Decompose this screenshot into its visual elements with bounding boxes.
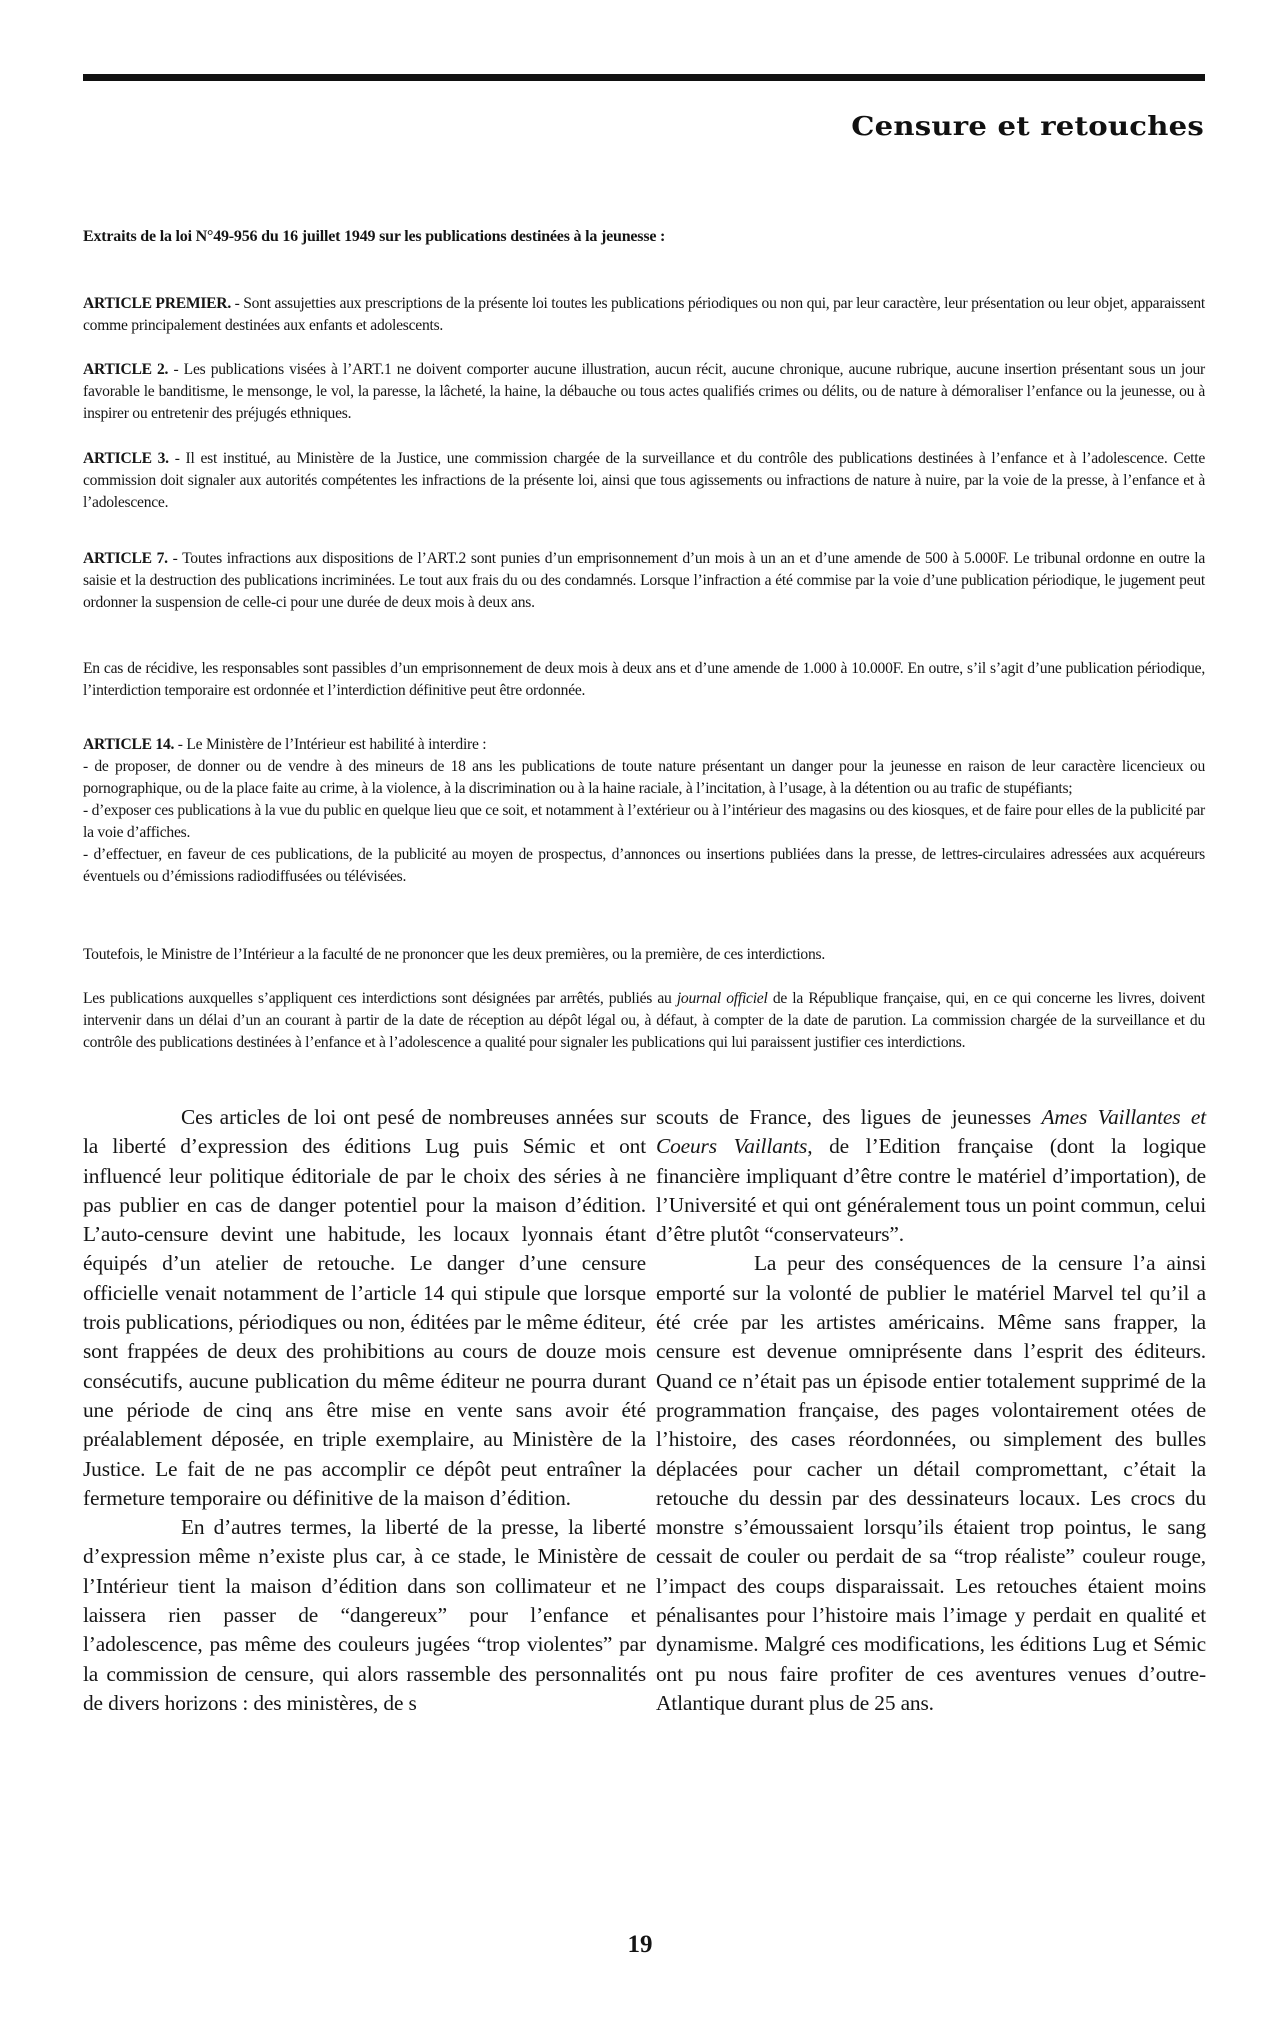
league-names-italic: Ames Vaillantes et Coeurs Vaillants: [656, 1105, 1207, 1159]
body-paragraph: scouts de France, des ligues de jeunesses Ames Vaillantes et Coeurs Vaillants, de l’Edition française (dont la logique financière impliquant d’être contre le matériel d’importation), de l’Université et qui ont généralement tous un point commun, celui d’être plutôt “conservateurs”.: [656, 1105, 1207, 1247]
section-title: Censure et retouches: [851, 112, 1204, 142]
article-text: - Toutes infractions aux dispositions de l’ART.2 sont punies d’un emprisonnement d’un mois à un an et d’une amende de 500 à 5.000F. Le tribunal ordonne en outre la saisie et la destruction des publications incriminées. Le tout aux frais du ou des condamnés. Lorsque l’infraction a été commise par la voie d’une publication périodique, le jugement peut ordonner la suspension de celle-ci pour une durée de deux mois à deux ans.: [83, 550, 1205, 611]
journal-officiel-italic: journal officiel: [676, 990, 768, 1007]
article-label: ARTICLE PREMIER.: [83, 295, 231, 312]
article-14-item: - d’effectuer, en faveur de ces publications, de la publicité au moyen de prospectus, d’annonces ou insertions publiées dans la presse, de lettres-circulaires adressées aux acquéreurs éventuels ou d’émissions radiodiffusées ou télévisées.: [83, 846, 1205, 885]
article-label: ARTICLE 14.: [83, 736, 175, 753]
article-text: - Sont assujetties aux prescriptions de la présente loi toutes les publications périodiques ou non qui, par leur caractère, leur présentation ou leur objet, apparaissent comme principalement destinées aux enfants et adolescents.: [83, 295, 1205, 334]
top-rule: [83, 74, 1205, 81]
article-2: [83, 359, 1205, 425]
body-left-column: [83, 1103, 646, 1718]
body-paragraph: En d’autres termes, la liberté de la presse, la liberté d’expression même n’existe plus car, à ce stade, le Ministère de l’Intérieur tient la maison d’édition dans son collimateur et ne laissera rien passer de “dangereux” pour l’enfance et l’adolescence, pas même des couleurs jugées “trop violentes” par la commission de censure, qui alors rassemble des personnalités de divers horizons : des ministères, de s: [83, 1515, 646, 1715]
article-label: ARTICLE 7.: [83, 550, 168, 567]
article-premier: [83, 293, 1205, 337]
article-text: - Il est institué, au Ministère de la Justice, une commission chargée de la surveillance et du contrôle des publications destinées à l’enfance et à l’adolescence. Cette commission doit signaler aux autorités compétentes les infractions de la présente loi, ainsi que tous agissements ou infractions de nature à nuire, par la voie de la presse, à l’enfance et à l’adolescence.: [83, 450, 1206, 511]
recidive-paragraph: En cas de récidive, les responsables sont passibles d’un emprisonnement de deux mois à deux ans et d’une amende de 1.000 à 10.000F. En outre, s’il s’agit d’une publication périodique, l’interdiction temporaire est ordonnée et l’interdiction définitive peut être ordonnée.: [83, 660, 1205, 699]
toutefois-paragraph: Toutefois, le Ministre de l’Intérieur a la faculté de ne prononcer que les deux premières, ou la première, de ces interdictions.: [83, 946, 825, 963]
legal-intro-heading: Extraits de la loi N°49-956 du 16 juillet 1949 sur les publications destinées à la jeunesse :: [83, 228, 666, 245]
article-label: ARTICLE 2.: [83, 361, 169, 378]
article-label: ARTICLE 3.: [83, 450, 169, 467]
article-14: [83, 734, 1205, 888]
article-3: [83, 448, 1205, 514]
article-text: - Les publications visées à l’ART.1 ne doivent comporter aucune illustration, aucun récit, aucune chronique, aucune rubrique, aucune insertion présentant sous un jour favorable le banditisme, le mensonge, le vol, la paresse, la lâcheté, la haine, la débauche ou tous actes qualifiés crimes ou délits, ou de nature à démoraliser l’enfance ou la jeunesse, ou à inspirer ou entretenir des préjugés ethniques.: [83, 361, 1205, 422]
article-text: - Le Ministère de l’Intérieur est habilité à interdire :: [174, 736, 487, 753]
body-paragraph: Ces articles de loi ont pesé de nombreuses années sur la liberté d’expression des éditions Lug puis Sémic et ont influencé leur politique éditoriale de par le choix des séries à ne pas publier en cas de danger potentiel pour la maison d’édition. L’auto-censure devint une habitude, les locaux lyonnais étant équipés d’un atelier de retouche. Le danger d’une censure officielle venait notamment de l’article 14 qui stipule que lorsque trois publications, périodiques ou non, éditées par le même éditeur, sont frappées de deux des prohibitions au cours de douze mois consécutifs, aucune publication du même éditeur ne pourra durant une période de cinq ans être mise en vente sans avoir été préalablement déposée, en triple exemplaire, au Ministère de la Justice. Le fait de ne pas accomplir ce dépôt peut entraîner la fermeture temporaire ou définitive de la maison d’édition.: [83, 1105, 646, 1510]
page-number: 19: [627, 1931, 653, 1958]
publications-paragraph: Les publications auxquelles s’appliquent ces interdictions sont désignées par arrêtés, publiés au journal officiel de la République française, qui, en ce qui concerne les livres, doivent intervenir dans un délai d’un an courant à partir de la date de réception au dépôt légal ou, à défaut, à compter de la date de parution. La commission chargée de la surveillance et du contrôle des publications destinées à l’enfance et à l’adolescence a qualité pour signaler les publications qui lui paraissent justifier ces interdictions.: [83, 990, 1206, 1051]
body-right-column: [656, 1103, 1206, 1718]
article-14-item: - d’exposer ces publications à la vue du public en quelque lieu que ce soit, et notamment à l’extérieur ou à l’intérieur des magasins ou des kiosques, et de faire pour elles de la publicité par la voie d’affiches.: [83, 802, 1205, 841]
body-paragraph: La peur des conséquences de la censure l’a ainsi emporté sur la volonté de publier le matériel Marvel tel qu’il a été crée par les artistes américains. Même sans frapper, la censure est devenue omniprésente dans l’esprit des éditeurs. Quand ce n’était pas un épisode entier totalement supprimé de la programmation française, des pages volontairement otées de l’histoire, des cases réordonnées, ou simplement des bulles déplacées pour cacher un détail compromettant, c’était la retouche du dessin par des dessinateurs locaux. Les crocs du monstre s’émoussaient lorsqu’ils étaient trop pointus, le sang cessait de couler ou perdait de sa “trop réaliste” couleur rouge, l’impact des coups disparaissait. Les retouches étaient moins pénalisantes pour l’histoire mais l’image y perdait en qualité et dynamisme. Malgré ces modifications, les éditions Lug et Sémic ont pu nous faire profiter de ces aventures venues d’outre-Atlantique durant plus de 25 ans.: [656, 1251, 1206, 1715]
article-7: [83, 548, 1205, 614]
article-14-item: - de proposer, de donner ou de vendre à des mineurs de 18 ans les publications de toute nature présentant un danger pour la jeunesse en raison de leur caractère licencieux ou pornographique, ou de la place faite au crime, à la violence, à la discrimination ou à la haine raciale, à l’incitation, à l’usage, à la détention ou au trafic de stupéfiants;: [83, 758, 1205, 797]
